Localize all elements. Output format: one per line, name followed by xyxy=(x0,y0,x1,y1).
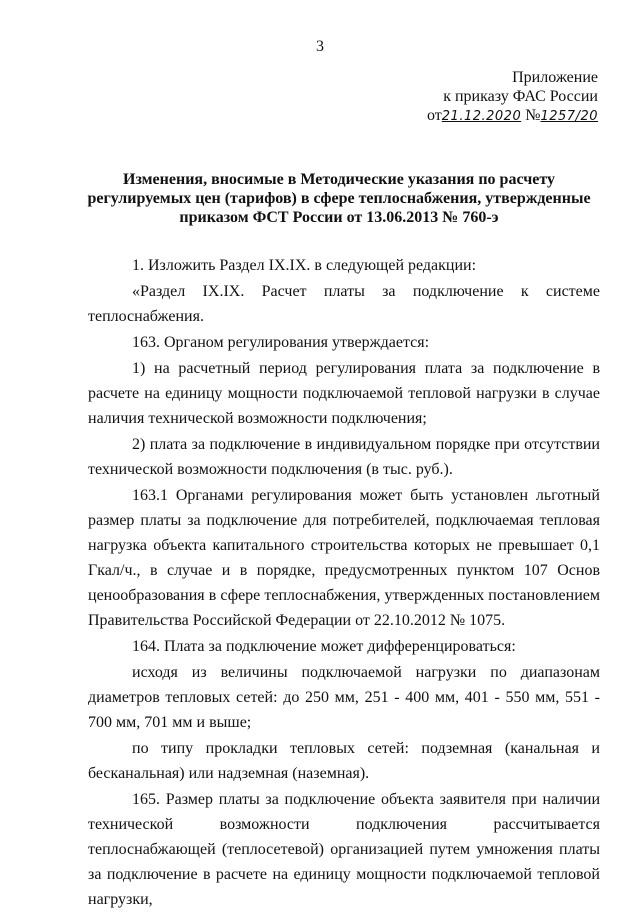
paragraph: 164. Плата за подключение может дифференцироваться: xyxy=(132,638,516,655)
handwritten-number: 1257/20 xyxy=(540,109,598,124)
paragraph: 163. Органом регулирования утверждается: xyxy=(132,334,430,351)
paragraph: «Раздел IX.IX. Расчет платы за подключение к системе теплоснабжения. xyxy=(88,283,600,325)
document-body xyxy=(88,253,600,912)
paragraph: 2) плата за подключение в индивидуальном порядке при отсутствии технической возможности подключения (в тыс. руб.). xyxy=(88,436,600,478)
document-title: Изменения, вносимые в Методические указания по расчету регулируемых цен (тарифов) в сфере теплоснабжения, утвержденные приказом ФСТ России от 13.06.2013 № 760-э xyxy=(87,171,591,226)
page-number: 3 xyxy=(316,38,324,55)
paragraph: 163.1 Органами регулирования может быть установлен льготный размер платы за подключение для потребителей, подключаемая тепловая нагрузка объекта капитального строительства которых не превышает 0,1 Гкал/ч., в случае и в порядке, предусмотренных пунктом 107 Основ ценообразования в сфере теплоснабжения, утвержденных постановлением Правительства Российской Федерации от 22.10.2012 № 1075. xyxy=(88,487,600,629)
number-prefix: № xyxy=(525,107,541,124)
appendix-order-date-number xyxy=(427,106,598,126)
paragraph: исходя из величины подключаемой нагрузки по диапазонам диаметров тепловых сетей: до 250 мм, 251 - 400 мм, 401 - 550 мм, 551 - 700 мм, 701 мм и выше; xyxy=(88,664,600,731)
appendix-label: Приложение xyxy=(512,69,598,86)
appendix-order-ref: к приказу ФАС России xyxy=(443,88,598,105)
paragraph: по типу прокладки тепловых сетей: подземная (канальная и бесканальная) или надземная (наземная). xyxy=(88,740,600,782)
paragraph: 1) на расчетный период регулирования плата за подключение в расчете на единицу мощности подключаемой тепловой нагрузки в случае наличия технической возможности подключения; xyxy=(88,360,600,427)
appendix-block xyxy=(427,68,598,126)
paragraph: 1. Изложить Раздел IX.IX. в следующей редакции: xyxy=(132,257,477,274)
handwritten-date: 21.12.2020 xyxy=(441,109,522,124)
paragraph: 165. Размер платы за подключение объекта заявителя при наличии технической возможности подключения рассчитывается теплоснабжающей (теплосетевой) организацией путем умножения платы за подключение в расчете на единицу мощности подключаемой тепловой нагрузки, xyxy=(88,791,600,908)
date-prefix: от xyxy=(427,107,442,124)
